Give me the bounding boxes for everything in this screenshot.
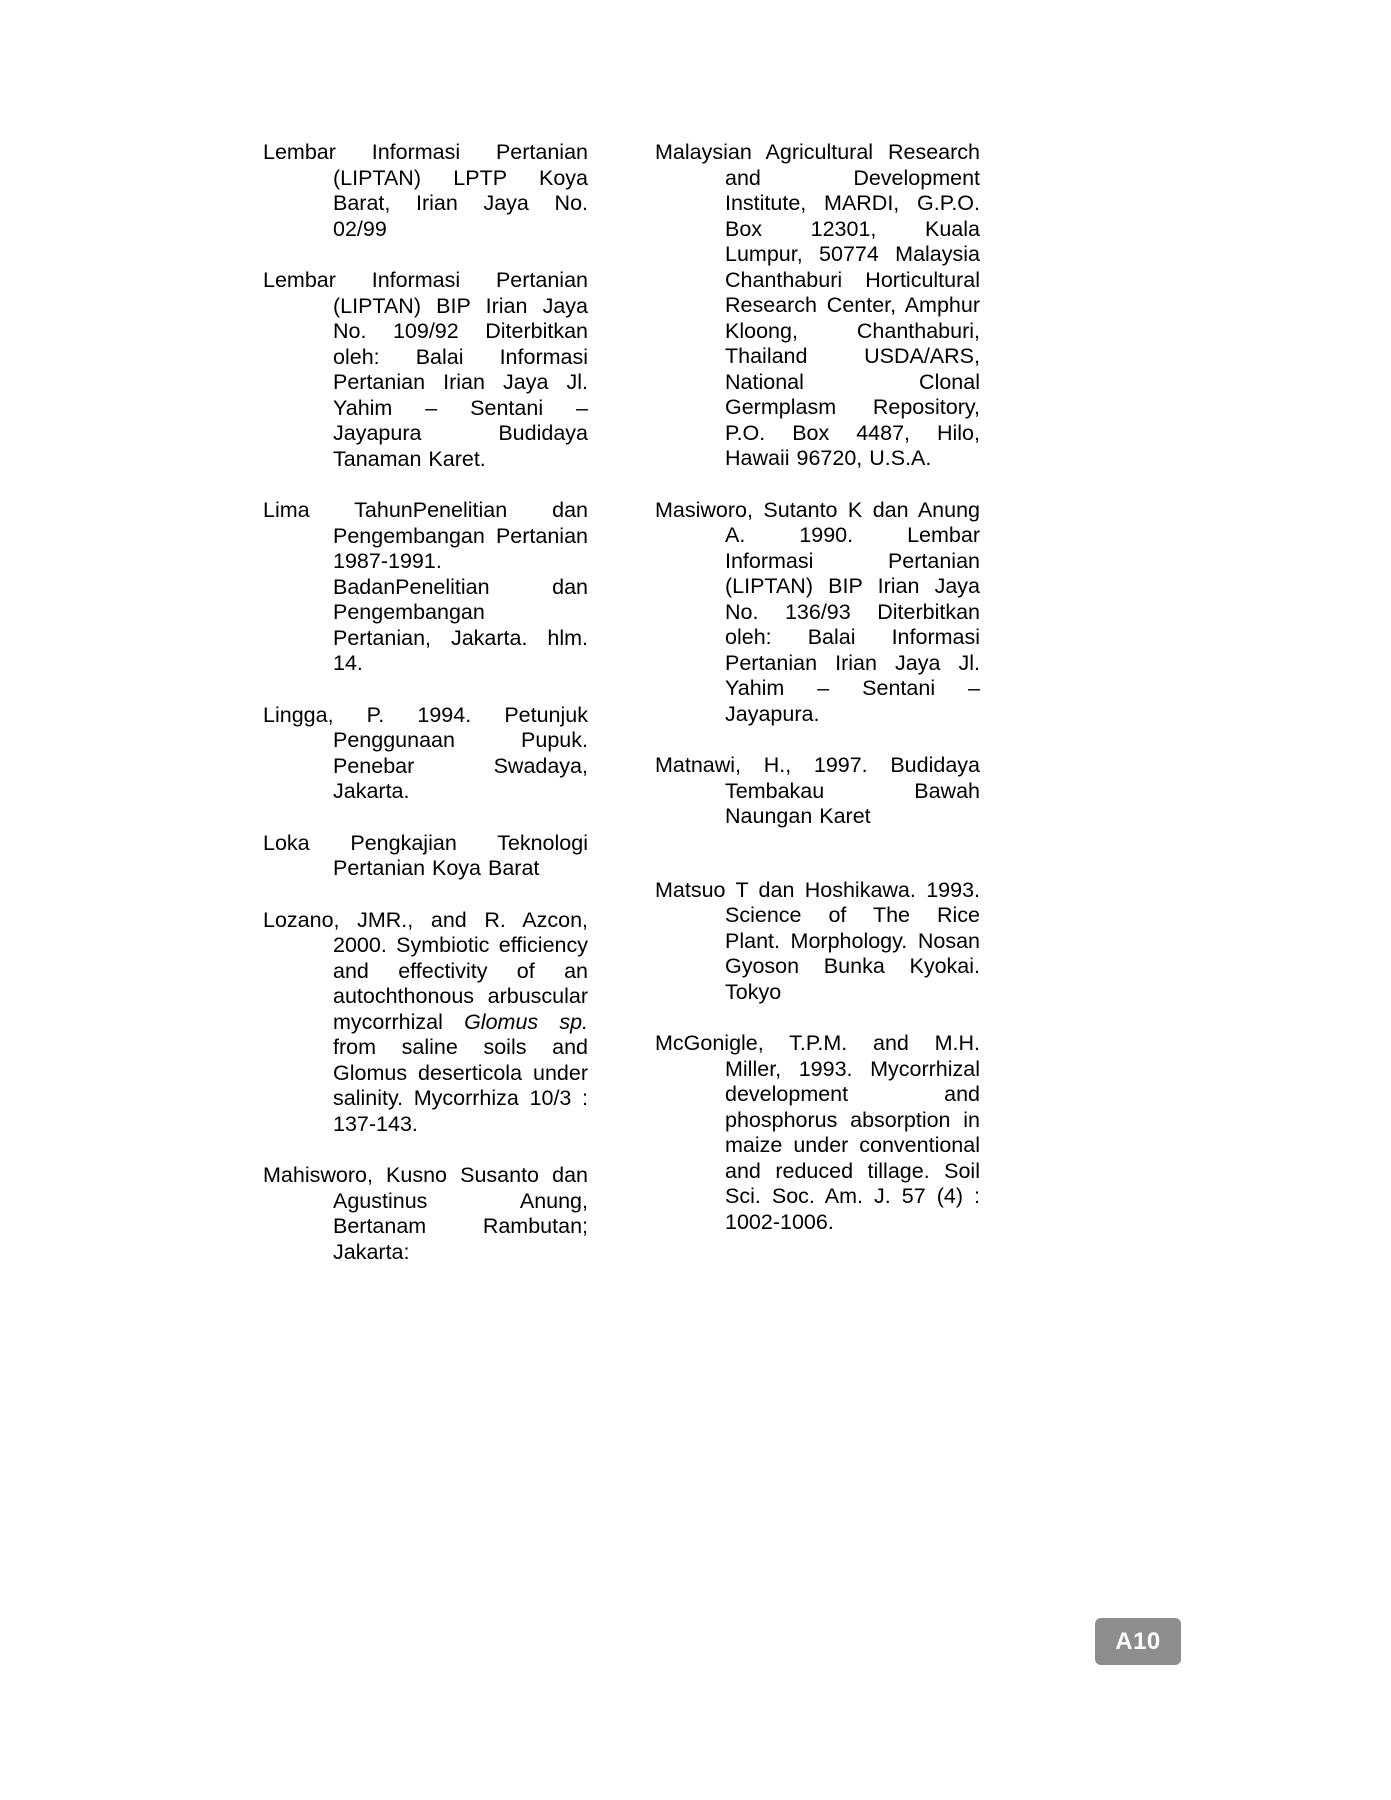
reference-text: Mahisworo, Kusno Susanto dan Agustinus Anung, Bertanam Rambutan; Jakarta: (263, 1163, 588, 1264)
reference-text: Loka Pengkajian Teknologi Pertanian Koya Barat (263, 830, 588, 880)
reference-entry (263, 831, 588, 882)
reference-entry (263, 908, 588, 1138)
reference-text: Matnawi, H., 1997. Budidaya Tembakau Bawah Naungan Karet (655, 753, 980, 828)
reference-entry (655, 753, 980, 830)
references-column-right (655, 140, 980, 1261)
reference-entry (263, 1163, 588, 1265)
reference-entry (263, 498, 588, 677)
reference-text: Lima TahunPenelitian dan Pengembangan Pertanian 1987-1991. BadanPenelitian dan Pengembangan Pertanian, Jakarta. hlm. 14. (263, 498, 588, 675)
reference-text: Matsuo T dan Hoshikawa. 1993. Science of The Rice Plant. Morphology. Nosan Gyoson Bunka Kyokai. Tokyo (655, 877, 980, 1004)
reference-text: Masiworo, Sutanto K dan Anung A. 1990. Lembar Informasi Pertanian (LIPTAN) BIP Irian Jaya No. 136/93 Diterbitkan oleh: Balai Informasi Pertanian Irian Jaya Jl. Yahim – Sentani – Jayapura. (655, 497, 980, 726)
references-column-left (263, 140, 588, 1291)
reference-text-italic: Glomus sp. (464, 1009, 588, 1034)
reference-text: Malaysian Agricultural Research and Development Institute, MARDI, G.P.O. Box 12301, Kuala Lumpur, 50774 Malaysia Chanthaburi Horticultural Research Center, Amphur Kloong, Chanthaburi, Thailand USDA/ARS, National Clonal Germplasm Repository, P.O. Box 4487, Hilo, Hawaii 96720, U.S.A. (655, 140, 980, 470)
reference-text: from saline soils and Glomus deserticola under salinity. Mycorrhiza 10/3 : 137-143. (333, 1035, 588, 1136)
reference-entry (655, 140, 980, 472)
reference-text: Lingga, P. 1994. Petunjuk Penggunaan Pupuk. Penebar Swadaya, Jakarta. (263, 702, 588, 803)
reference-text: Lembar Informasi Pertanian (LIPTAN) BIP Irian Jaya No. 109/92 Diterbitkan oleh: Balai Informasi Pertanian Irian Jaya Jl. Yahim – Sentani – Jayapura Budidaya Tanaman Karet. (263, 268, 588, 471)
reference-text: Lembar Informasi Pertanian (LIPTAN) LPTP Koya Barat, Irian Jaya No. 02/99 (263, 140, 588, 241)
reference-entry (655, 878, 980, 1006)
reference-entry (263, 703, 588, 805)
page-number-badge: A10 (1095, 1618, 1181, 1665)
reference-text: McGonigle, T.P.M. and M.H. Miller, 1993. Mycorrhizal development and phosphorus absorption in maize under conventional and reduced tillage. Soil Sci. Soc. Am. J. 57 (4) : 1002-1006. (655, 1031, 980, 1234)
reference-text: Lozano, JMR., and R. Azcon, 2000. Symbiotic efficiency and effectivity of an autochthonous arbuscular mycorrhizal (263, 907, 588, 1034)
reference-entry (263, 140, 588, 242)
reference-entry (655, 1031, 980, 1235)
reference-entry (655, 498, 980, 728)
reference-entry (263, 268, 588, 472)
